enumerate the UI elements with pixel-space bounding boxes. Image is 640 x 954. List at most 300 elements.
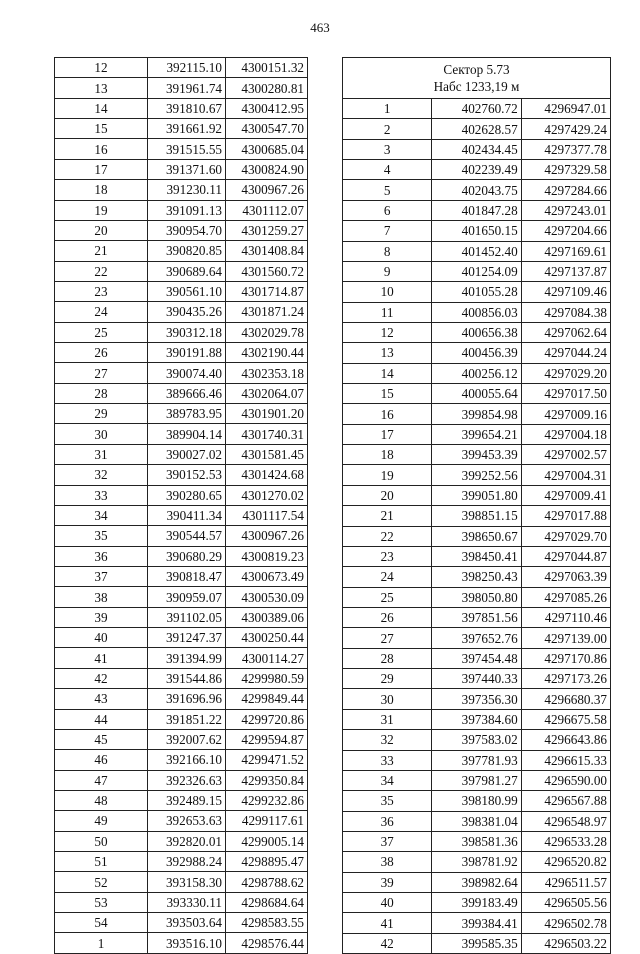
point-number: 8: [343, 241, 432, 261]
point-number: 54: [55, 913, 148, 933]
point-number: 7: [343, 221, 432, 241]
x-coordinate: 397440.33: [432, 669, 521, 689]
table-row: [343, 506, 611, 526]
x-coordinate: 397981.27: [432, 770, 521, 790]
point-number: 36: [55, 546, 148, 566]
point-number: 38: [343, 852, 432, 872]
y-coordinate: 4296615.33: [521, 750, 610, 770]
point-number: 43: [55, 689, 148, 709]
x-coordinate: 393330.11: [148, 892, 226, 912]
y-coordinate: 4297063.39: [521, 567, 610, 587]
point-number: 15: [55, 119, 148, 139]
right-table-body: [343, 58, 611, 954]
y-coordinate: 4300151.32: [226, 58, 308, 78]
table-row: [55, 485, 308, 505]
point-number: 13: [55, 78, 148, 98]
point-number: 29: [55, 404, 148, 424]
point-number: 52: [55, 872, 148, 892]
table-row: [55, 424, 308, 444]
x-coordinate: 400456.39: [432, 343, 521, 363]
point-number: 1: [55, 933, 148, 953]
table-row: [55, 159, 308, 179]
y-coordinate: 4297085.26: [521, 587, 610, 607]
y-coordinate: 4301560.72: [226, 261, 308, 281]
table-row: [343, 933, 611, 953]
table-row: [55, 689, 308, 709]
x-coordinate: 398180.99: [432, 791, 521, 811]
y-coordinate: 4300280.81: [226, 78, 308, 98]
table-row: [343, 139, 611, 159]
x-coordinate: 398450.41: [432, 546, 521, 566]
y-coordinate: 4296505.56: [521, 893, 610, 913]
x-coordinate: 389783.95: [148, 404, 226, 424]
x-coordinate: 391515.55: [148, 139, 226, 159]
point-number: 24: [55, 302, 148, 322]
x-coordinate: 401650.15: [432, 221, 521, 241]
x-coordinate: 392115.10: [148, 58, 226, 78]
point-number: 11: [343, 302, 432, 322]
table-row: [55, 933, 308, 953]
y-coordinate: 4297204.66: [521, 221, 610, 241]
y-coordinate: 4301270.02: [226, 485, 308, 505]
table-row: [343, 831, 611, 851]
y-coordinate: 4297004.31: [521, 465, 610, 485]
x-coordinate: 390680.29: [148, 546, 226, 566]
y-coordinate: 4297429.24: [521, 119, 610, 139]
table-row: [55, 119, 308, 139]
table-row: [55, 709, 308, 729]
x-coordinate: 392820.01: [148, 831, 226, 851]
x-coordinate: 391961.74: [148, 78, 226, 98]
table-row: [343, 893, 611, 913]
point-number: 16: [55, 139, 148, 159]
point-number: 28: [55, 383, 148, 403]
table-row: [55, 607, 308, 627]
y-coordinate: 4297329.58: [521, 160, 610, 180]
point-number: 10: [343, 282, 432, 302]
table-row: [55, 546, 308, 566]
y-coordinate: 4299980.59: [226, 668, 308, 688]
y-coordinate: 4296511.57: [521, 872, 610, 892]
x-coordinate: 399854.98: [432, 404, 521, 424]
table-row: [343, 363, 611, 383]
y-coordinate: 4301581.45: [226, 444, 308, 464]
point-number: 41: [55, 648, 148, 668]
x-coordinate: 400256.12: [432, 363, 521, 383]
y-coordinate: 4297173.26: [521, 669, 610, 689]
y-coordinate: 4297004.18: [521, 424, 610, 444]
point-number: 20: [55, 220, 148, 240]
point-number: 25: [55, 322, 148, 342]
table-row: [343, 200, 611, 220]
y-coordinate: 4299594.87: [226, 729, 308, 749]
table-row: [55, 281, 308, 301]
table-row: [343, 730, 611, 750]
table-row: [55, 261, 308, 281]
point-number: 49: [55, 811, 148, 831]
x-coordinate: 392007.62: [148, 729, 226, 749]
y-coordinate: 4301740.31: [226, 424, 308, 444]
y-coordinate: 4302353.18: [226, 363, 308, 383]
x-coordinate: 399585.35: [432, 933, 521, 953]
x-coordinate: 398781.92: [432, 852, 521, 872]
point-number: 23: [343, 546, 432, 566]
table-row: [343, 811, 611, 831]
point-number: 37: [55, 566, 148, 586]
point-number: 35: [343, 791, 432, 811]
point-number: 4: [343, 160, 432, 180]
point-number: 40: [55, 628, 148, 648]
point-number: 42: [55, 668, 148, 688]
x-coordinate: 391247.37: [148, 628, 226, 648]
table-row: [55, 383, 308, 403]
point-number: 19: [55, 200, 148, 220]
table-row: [343, 322, 611, 342]
y-coordinate: 4297110.46: [521, 607, 610, 627]
table-row: [343, 485, 611, 505]
table-row: [55, 628, 308, 648]
x-coordinate: 390312.18: [148, 322, 226, 342]
y-coordinate: 4296590.00: [521, 770, 610, 790]
x-coordinate: 402434.45: [432, 139, 521, 159]
point-number: 32: [55, 465, 148, 485]
point-number: 47: [55, 770, 148, 790]
point-number: 17: [343, 424, 432, 444]
x-coordinate: 390544.57: [148, 526, 226, 546]
point-number: 14: [55, 98, 148, 118]
table-row: [55, 58, 308, 78]
y-coordinate: 4297044.24: [521, 343, 610, 363]
x-coordinate: 390411.34: [148, 505, 226, 525]
y-coordinate: 4300967.26: [226, 180, 308, 200]
y-coordinate: 4301408.84: [226, 241, 308, 261]
y-coordinate: 4300250.44: [226, 628, 308, 648]
x-coordinate: 390689.64: [148, 261, 226, 281]
table-row: [55, 322, 308, 342]
table-row: [343, 872, 611, 892]
y-coordinate: 4298576.44: [226, 933, 308, 953]
table-row: [343, 424, 611, 444]
x-coordinate: 400656.38: [432, 322, 521, 342]
table-row: [55, 465, 308, 485]
x-coordinate: 397781.93: [432, 750, 521, 770]
point-number: 15: [343, 384, 432, 404]
table-row: [343, 791, 611, 811]
table-row: [55, 566, 308, 586]
x-coordinate: 401847.28: [432, 200, 521, 220]
point-number: 26: [55, 343, 148, 363]
y-coordinate: 4298583.55: [226, 913, 308, 933]
x-coordinate: 397652.76: [432, 628, 521, 648]
table-row: [343, 221, 611, 241]
y-coordinate: 4300389.06: [226, 607, 308, 627]
table-row: [343, 770, 611, 790]
y-coordinate: 4299849.44: [226, 689, 308, 709]
point-number: 24: [343, 567, 432, 587]
y-coordinate: 4301112.07: [226, 200, 308, 220]
point-number: 17: [55, 159, 148, 179]
point-number: 51: [55, 852, 148, 872]
x-coordinate: 392166.10: [148, 750, 226, 770]
x-coordinate: 390954.70: [148, 220, 226, 240]
table-row: [55, 872, 308, 892]
table-row: [343, 282, 611, 302]
point-number: 31: [343, 709, 432, 729]
x-coordinate: 402239.49: [432, 160, 521, 180]
table-row: [55, 404, 308, 424]
x-coordinate: 390280.65: [148, 485, 226, 505]
point-number: 14: [343, 363, 432, 383]
point-number: 21: [343, 506, 432, 526]
y-coordinate: 4300547.70: [226, 119, 308, 139]
x-coordinate: 389904.14: [148, 424, 226, 444]
point-number: 42: [343, 933, 432, 953]
x-coordinate: 390435.26: [148, 302, 226, 322]
point-number: 20: [343, 485, 432, 505]
point-number: 45: [55, 729, 148, 749]
x-coordinate: 391661.92: [148, 119, 226, 139]
table-row: [55, 892, 308, 912]
table-row: [55, 302, 308, 322]
table-row: [343, 546, 611, 566]
x-coordinate: 393158.30: [148, 872, 226, 892]
table-row: [343, 628, 611, 648]
y-coordinate: 4298684.64: [226, 892, 308, 912]
point-number: 30: [343, 689, 432, 709]
y-coordinate: 4301901.20: [226, 404, 308, 424]
coordinates-table-right: [342, 57, 611, 954]
x-coordinate: 402760.72: [432, 99, 521, 119]
point-number: 37: [343, 831, 432, 851]
x-coordinate: 391810.67: [148, 98, 226, 118]
y-coordinate: 4297017.88: [521, 506, 610, 526]
x-coordinate: 399252.56: [432, 465, 521, 485]
y-coordinate: 4296947.01: [521, 99, 610, 119]
y-coordinate: 4297243.01: [521, 200, 610, 220]
point-number: 1: [343, 99, 432, 119]
point-number: 6: [343, 200, 432, 220]
y-coordinate: 4297109.46: [521, 282, 610, 302]
point-number: 34: [55, 505, 148, 525]
y-coordinate: 4299350.84: [226, 770, 308, 790]
point-number: 27: [343, 628, 432, 648]
table-row: [343, 607, 611, 627]
table-row: [55, 98, 308, 118]
point-number: 48: [55, 790, 148, 810]
table-row: [343, 465, 611, 485]
table-row: [343, 648, 611, 668]
table-row: [343, 261, 611, 281]
point-number: 41: [343, 913, 432, 933]
x-coordinate: 392988.24: [148, 852, 226, 872]
x-coordinate: 399654.21: [432, 424, 521, 444]
table-row: [55, 343, 308, 363]
point-number: 3: [343, 139, 432, 159]
point-number: 32: [343, 730, 432, 750]
height-label: Набс 1233,19 м: [433, 79, 520, 94]
x-coordinate: 397583.02: [432, 730, 521, 750]
x-coordinate: 391544.86: [148, 668, 226, 688]
sector-title: Сектор 5.73: [443, 62, 510, 77]
x-coordinate: 390152.53: [148, 465, 226, 485]
y-coordinate: 4300412.95: [226, 98, 308, 118]
y-coordinate: 4297137.87: [521, 261, 610, 281]
table-row: [343, 119, 611, 139]
y-coordinate: 4299117.61: [226, 811, 308, 831]
table-row: [343, 384, 611, 404]
y-coordinate: 4297029.70: [521, 526, 610, 546]
x-coordinate: 398851.15: [432, 506, 521, 526]
y-coordinate: 4297062.64: [521, 322, 610, 342]
x-coordinate: 391851.22: [148, 709, 226, 729]
table-row: [55, 790, 308, 810]
x-coordinate: 391091.13: [148, 200, 226, 220]
point-number: 22: [343, 526, 432, 546]
x-coordinate: 390074.40: [148, 363, 226, 383]
point-number: 38: [55, 587, 148, 607]
table-row: [55, 78, 308, 98]
table-row: [343, 160, 611, 180]
point-number: 16: [343, 404, 432, 424]
table-row: [55, 852, 308, 872]
point-number: 36: [343, 811, 432, 831]
table-row: [55, 444, 308, 464]
point-number: 35: [55, 526, 148, 546]
x-coordinate: 402628.57: [432, 119, 521, 139]
point-number: 26: [343, 607, 432, 627]
y-coordinate: 4300673.49: [226, 566, 308, 586]
x-coordinate: 390818.47: [148, 566, 226, 586]
x-coordinate: 397454.48: [432, 648, 521, 668]
x-coordinate: 402043.75: [432, 180, 521, 200]
table-row: [343, 404, 611, 424]
table-row: [343, 913, 611, 933]
y-coordinate: 4297169.61: [521, 241, 610, 261]
point-number: 9: [343, 261, 432, 281]
table-row: [343, 709, 611, 729]
table-row: [55, 139, 308, 159]
y-coordinate: 4296548.97: [521, 811, 610, 831]
y-coordinate: 4299005.14: [226, 831, 308, 851]
point-number: 53: [55, 892, 148, 912]
point-number: 5: [343, 180, 432, 200]
table-row: [343, 99, 611, 119]
y-coordinate: 4302190.44: [226, 343, 308, 363]
x-coordinate: 400856.03: [432, 302, 521, 322]
y-coordinate: 4297284.66: [521, 180, 610, 200]
x-coordinate: 390561.10: [148, 281, 226, 301]
x-coordinate: 391102.05: [148, 607, 226, 627]
table-row: [55, 770, 308, 790]
point-number: 18: [343, 445, 432, 465]
x-coordinate: 398982.64: [432, 872, 521, 892]
x-coordinate: 391230.11: [148, 180, 226, 200]
x-coordinate: 391371.60: [148, 159, 226, 179]
x-coordinate: 390959.07: [148, 587, 226, 607]
page-number: 463: [310, 20, 330, 35]
y-coordinate: 4300824.90: [226, 159, 308, 179]
table-row: [55, 648, 308, 668]
point-number: 31: [55, 444, 148, 464]
x-coordinate: 397851.56: [432, 607, 521, 627]
x-coordinate: 392489.15: [148, 790, 226, 810]
table-row: [55, 587, 308, 607]
point-number: 40: [343, 893, 432, 913]
y-coordinate: 4301117.54: [226, 505, 308, 525]
coordinates-table-left: [54, 57, 308, 954]
y-coordinate: 4297044.87: [521, 546, 610, 566]
x-coordinate: 401254.09: [432, 261, 521, 281]
point-number: 50: [55, 831, 148, 851]
x-coordinate: 399051.80: [432, 485, 521, 505]
table-row: [55, 180, 308, 200]
table-row: [343, 180, 611, 200]
point-number: 23: [55, 281, 148, 301]
y-coordinate: 4297002.57: [521, 445, 610, 465]
point-number: 19: [343, 465, 432, 485]
point-number: 2: [343, 119, 432, 139]
table-row: [55, 241, 308, 261]
table-row: [343, 241, 611, 261]
point-number: 29: [343, 669, 432, 689]
x-coordinate: 392326.63: [148, 770, 226, 790]
x-coordinate: 391394.99: [148, 648, 226, 668]
point-number: 33: [55, 485, 148, 505]
y-coordinate: 4301871.24: [226, 302, 308, 322]
point-number: 12: [343, 322, 432, 342]
y-coordinate: 4301424.68: [226, 465, 308, 485]
x-coordinate: 398581.36: [432, 831, 521, 851]
table-row: [343, 567, 611, 587]
table-row: [55, 811, 308, 831]
x-coordinate: 390820.85: [148, 241, 226, 261]
table-row: [343, 526, 611, 546]
y-coordinate: 4297139.00: [521, 628, 610, 648]
y-coordinate: 4301259.27: [226, 220, 308, 240]
y-coordinate: 4297170.86: [521, 648, 610, 668]
x-coordinate: 397384.60: [432, 709, 521, 729]
table-row: [343, 689, 611, 709]
y-coordinate: 4298788.62: [226, 872, 308, 892]
y-coordinate: 4299232.86: [226, 790, 308, 810]
table-row: [343, 669, 611, 689]
y-coordinate: 4300685.04: [226, 139, 308, 159]
x-coordinate: 401452.40: [432, 241, 521, 261]
y-coordinate: 4297029.20: [521, 363, 610, 383]
table-row: [343, 750, 611, 770]
x-coordinate: 397356.30: [432, 689, 521, 709]
point-number: 33: [343, 750, 432, 770]
y-coordinate: 4296502.78: [521, 913, 610, 933]
x-coordinate: 398650.67: [432, 526, 521, 546]
table-row: [55, 363, 308, 383]
y-coordinate: 4301714.87: [226, 281, 308, 301]
table-row: [55, 831, 308, 851]
y-coordinate: 4296520.82: [521, 852, 610, 872]
y-coordinate: 4302064.07: [226, 383, 308, 403]
point-number: 30: [55, 424, 148, 444]
y-coordinate: 4300967.26: [226, 526, 308, 546]
table-row: [55, 729, 308, 749]
y-coordinate: 4296643.86: [521, 730, 610, 750]
y-coordinate: 4299720.86: [226, 709, 308, 729]
point-number: 27: [55, 363, 148, 383]
point-number: 39: [55, 607, 148, 627]
x-coordinate: 399453.39: [432, 445, 521, 465]
y-coordinate: 4296680.37: [521, 689, 610, 709]
x-coordinate: 399183.49: [432, 893, 521, 913]
table-row: [55, 220, 308, 240]
